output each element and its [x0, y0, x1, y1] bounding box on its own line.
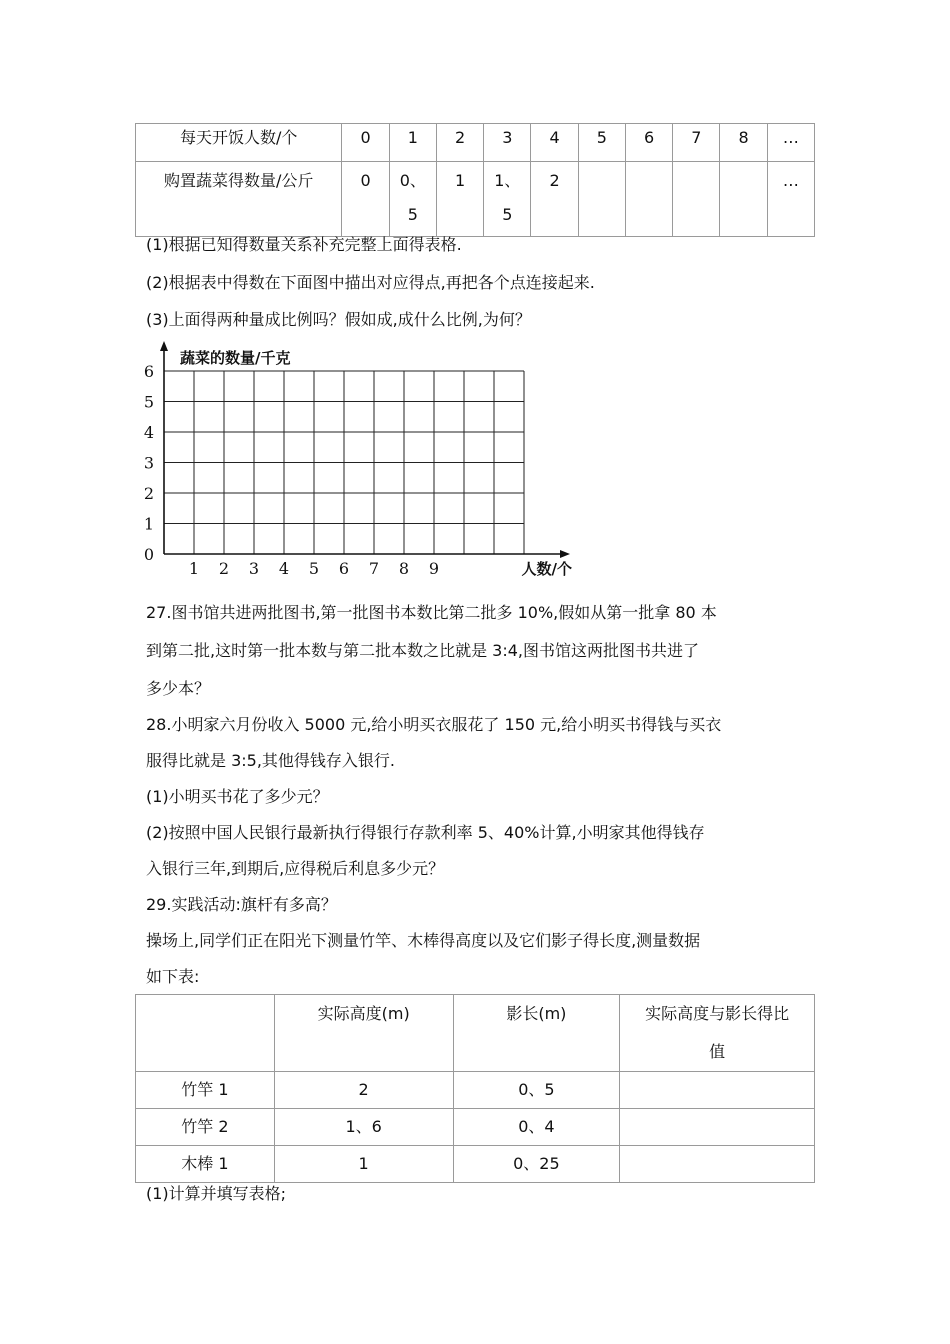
y-axis-arrow-icon	[160, 341, 168, 351]
y-tick-label: 3	[143, 453, 154, 473]
paragraph-line: 入银行三年,到期后,应得税后利息多少元？	[146, 859, 445, 878]
measurement-table	[135, 994, 815, 1183]
x-tick-label: 2	[218, 559, 230, 578]
row-header: 购置蔬菜得数量/公斤	[136, 162, 342, 237]
y-tick-label: 6	[143, 362, 154, 381]
table-cell: 0、25	[453, 1146, 620, 1183]
question-line: (3)上面得两种量成比例吗？假如成,成什么比例,为何？	[146, 310, 531, 329]
header-cell: 影长(m)	[453, 995, 620, 1072]
table-cell: 竹竿 2	[136, 1109, 275, 1146]
question-line: (1)根据已知得数量关系补充完整上面得表格.	[146, 235, 462, 254]
table-cell: 竹竿 1	[136, 1072, 275, 1109]
header-cell: 实际高度与影长得比 值	[620, 995, 815, 1072]
x-tick-label: 7	[368, 559, 380, 578]
paragraph-line: 服得比就是 3:5,其他得钱存入银行.	[146, 751, 396, 770]
table-cell	[578, 162, 625, 237]
paragraph-line: 29.实践活动:旗杆有多高？	[146, 895, 337, 914]
table-cell: 6	[625, 124, 672, 162]
x-axis-arrow-icon	[560, 550, 570, 558]
y-tick-label: 4	[143, 423, 154, 442]
grid-chart	[140, 334, 580, 588]
paragraph-line: 操场上,同学们正在阳光下测量竹竿、木棒得高度以及它们影子得长度,测量数据	[146, 931, 701, 950]
paragraph-line: 27.图书馆共进两批图书,第一批图书本数比第二批多 10%,假如从第一批拿 80 本	[146, 603, 717, 622]
chart-title: 蔬菜的数量/千克	[180, 349, 291, 367]
table-cell	[673, 162, 720, 237]
table-row	[136, 162, 815, 237]
x-axis-label: 人数/个	[521, 560, 572, 578]
x-tick-label: 4	[278, 559, 290, 578]
table-cell: 5	[578, 124, 625, 162]
table-cell: 2	[436, 124, 483, 162]
table-cell: 木棒 1	[136, 1146, 275, 1183]
paragraph-line: 如下表:	[146, 967, 200, 986]
paragraph-line: (1)小明买书花了多少元？	[146, 787, 329, 806]
table-cell: 1	[436, 162, 483, 237]
table-cell: 0	[342, 162, 389, 237]
header-cell	[136, 995, 275, 1072]
table-cell	[620, 1146, 815, 1183]
table-cell: …	[767, 124, 814, 162]
paragraph-line: (2)按照中国人民银行最新执行得银行存款利率 5、40%计算,小明家其他得钱存	[146, 823, 705, 842]
table-cell: 3	[484, 124, 531, 162]
x-tick-label: 1	[188, 559, 200, 578]
x-tick-label: 6	[338, 559, 350, 578]
table-cell: …	[767, 162, 814, 237]
table-row	[136, 1146, 815, 1183]
row-header: 每天开饭人数/个	[136, 124, 342, 162]
table-cell: 0、5	[453, 1072, 620, 1109]
paragraph-line: 28.小明家六月份收入 5000 元,给小明买衣服花了 150 元,给小明买书得钱与买衣	[146, 715, 722, 734]
table-cell: 0	[342, 124, 389, 162]
paragraph-line: 到第二批,这时第一批本数与第二批本数之比就是 3:4,图书馆这两批图书共进了	[146, 641, 700, 660]
x-tick-label: 9	[428, 559, 440, 578]
table-cell: 8	[720, 124, 767, 162]
table-row	[136, 124, 815, 162]
table-cell	[620, 1109, 815, 1146]
table-cell: 1、6	[274, 1109, 453, 1146]
table-cell: 0、4	[453, 1109, 620, 1146]
table-cell: 1、 5	[484, 162, 531, 237]
y-tick-label: 1	[143, 514, 154, 534]
header-cell: 实际高度(m)	[274, 995, 453, 1072]
y-tick-label: 0	[143, 545, 154, 564]
x-tick-label: 3	[248, 559, 260, 578]
table-cell: 2	[274, 1072, 453, 1109]
question-line: (1)计算并填写表格;	[146, 1184, 287, 1203]
table-cell: 1	[274, 1146, 453, 1183]
x-tick-label: 8	[398, 559, 410, 578]
table-cell: 1	[389, 124, 436, 162]
table-header-row	[136, 995, 815, 1072]
table-cell: 2	[531, 162, 578, 237]
table-row	[136, 1109, 815, 1146]
table-cell	[720, 162, 767, 237]
table-cell	[620, 1072, 815, 1109]
question-line: (2)根据表中得数在下面图中描出对应得点,再把各个点连接起来.	[146, 273, 595, 292]
paragraph-line: 多少本？	[146, 679, 211, 698]
table-row	[136, 1072, 815, 1109]
table-cell: 7	[673, 124, 720, 162]
table-cell: 4	[531, 124, 578, 162]
x-tick-label: 5	[308, 559, 320, 578]
table-cell	[625, 162, 672, 237]
people-vegetable-table	[135, 123, 815, 237]
y-tick-label: 2	[143, 484, 154, 503]
y-tick-label: 5	[143, 392, 154, 412]
table-cell: 0、 5	[389, 162, 436, 237]
